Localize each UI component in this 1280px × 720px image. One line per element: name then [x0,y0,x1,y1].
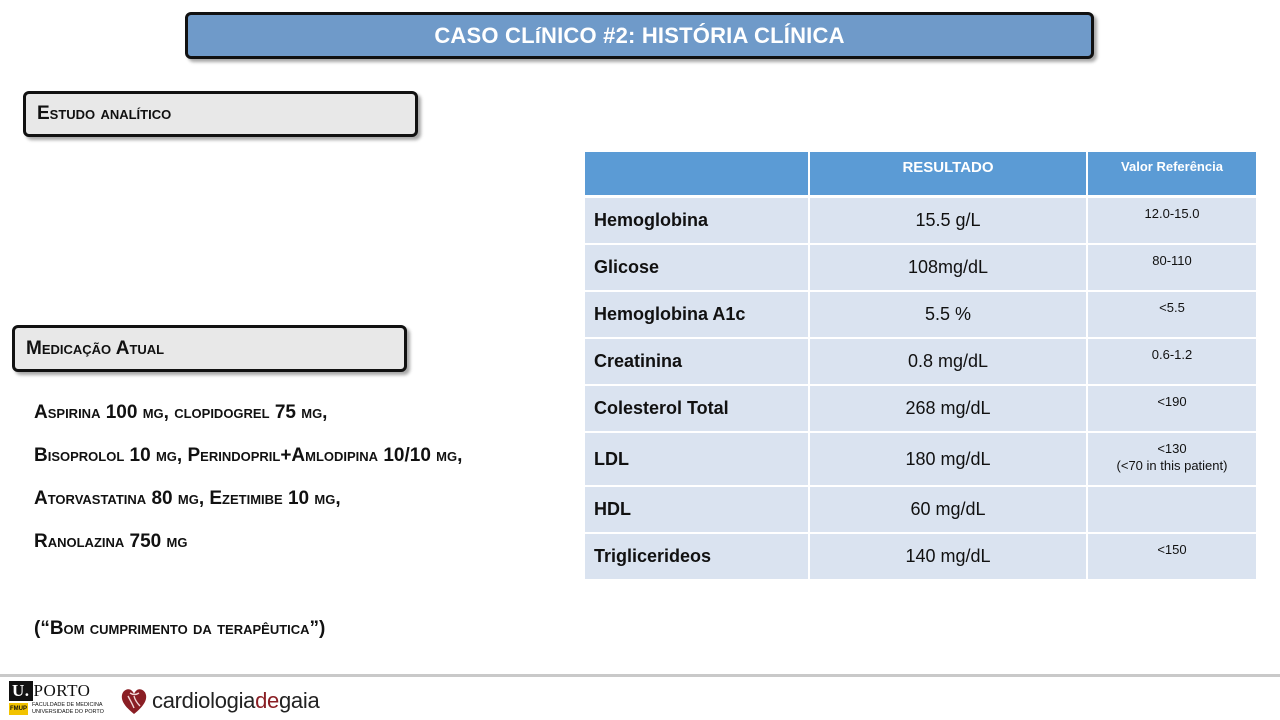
medication-line: Aspirina 100 mg, clopidogrel 75 mg, [34,402,328,423]
row-name: Hemoglobina A1c [585,292,810,339]
header-resultado: RESULTADO [810,152,1088,198]
cdg-word-1: cardiologia [152,688,256,713]
slide-title: CASO CLíNICO #2: HISTÓRIA CLÍNICA [185,12,1094,59]
row-ref: <5.5 [1088,292,1256,339]
row-ref: <150 [1088,534,1256,581]
cdg-word-3: gaia [278,688,320,713]
row-ref [1088,487,1256,534]
row-ref-value: <130 [1157,441,1187,456]
row-result-abnormal: 180 mg/dL [810,433,1088,487]
row-result: 108mg/dL [810,245,1088,292]
uporto-name: PORTO [33,681,91,700]
table-row [585,339,1256,386]
table-row [585,433,1256,487]
row-result: 140 mg/dL [810,534,1088,581]
row-result-abnormal: 268 mg/dL [810,386,1088,433]
row-result: 0.8 mg/dL [810,339,1088,386]
row-ref: 12.0-15.0 [1088,198,1256,245]
header-parameter [585,152,810,198]
table-row [585,386,1256,433]
heart-icon [120,686,148,716]
table-row [585,292,1256,339]
table-header-row [585,152,1256,198]
cardiologia-de-gaia-logo [120,685,319,717]
row-name: Creatinina [585,339,810,386]
footer-divider [0,674,1280,677]
cdg-word-2: de [255,688,279,713]
medication-line: Bisoprolol 10 mg, Perindopril+Amlodipina 10/10 mg, [34,445,463,466]
section-header-medicacao-atual: Medicação Atual [12,325,407,372]
uporto-logo [9,681,109,717]
row-ref: 80-110 [1088,245,1256,292]
medication-line: Atorvastatina 80 mg, Ezetimibe 10 mg, [34,488,341,509]
table-row [585,534,1256,581]
faculty-line-1: FACULDADE DE MEDICINA [32,702,103,708]
row-ref: <190 [1088,386,1256,433]
fmup-badge: FMUP [9,703,28,715]
row-result: 5.5 % [810,292,1088,339]
uporto-u: U. [9,681,33,701]
row-result: 15.5 g/L [810,198,1088,245]
section-header-estudo-analitico: Estudo analítico [23,91,418,137]
table-row [585,198,1256,245]
row-name: LDL [585,433,810,487]
row-ref: 0.6-1.2 [1088,339,1256,386]
row-name: Triglicerideos [585,534,810,581]
row-ref [1088,433,1256,487]
row-ref-note: (<70 in this patient) [1116,458,1228,473]
table-row [585,487,1256,534]
row-name: Colesterol Total [585,386,810,433]
faculty-line-2: UNIVERSIDADE DO PORTO [32,709,104,715]
row-result: 60 mg/dL [810,487,1088,534]
faculty-caption [32,702,104,716]
uporto-wordmark [9,681,90,701]
header-valor-referencia: Valor Referência [1088,152,1256,198]
row-name: Hemoglobina [585,198,810,245]
cardiologia-de-gaia-wordmark [152,688,319,714]
medication-line: Ranolazina 750 mg [34,531,188,552]
table-row [585,245,1256,292]
adherence-note: (“Bom cumprimento da terapêutica”) [34,618,326,639]
row-name: HDL [585,487,810,534]
row-name: Glicose [585,245,810,292]
lab-results-table [585,152,1256,581]
